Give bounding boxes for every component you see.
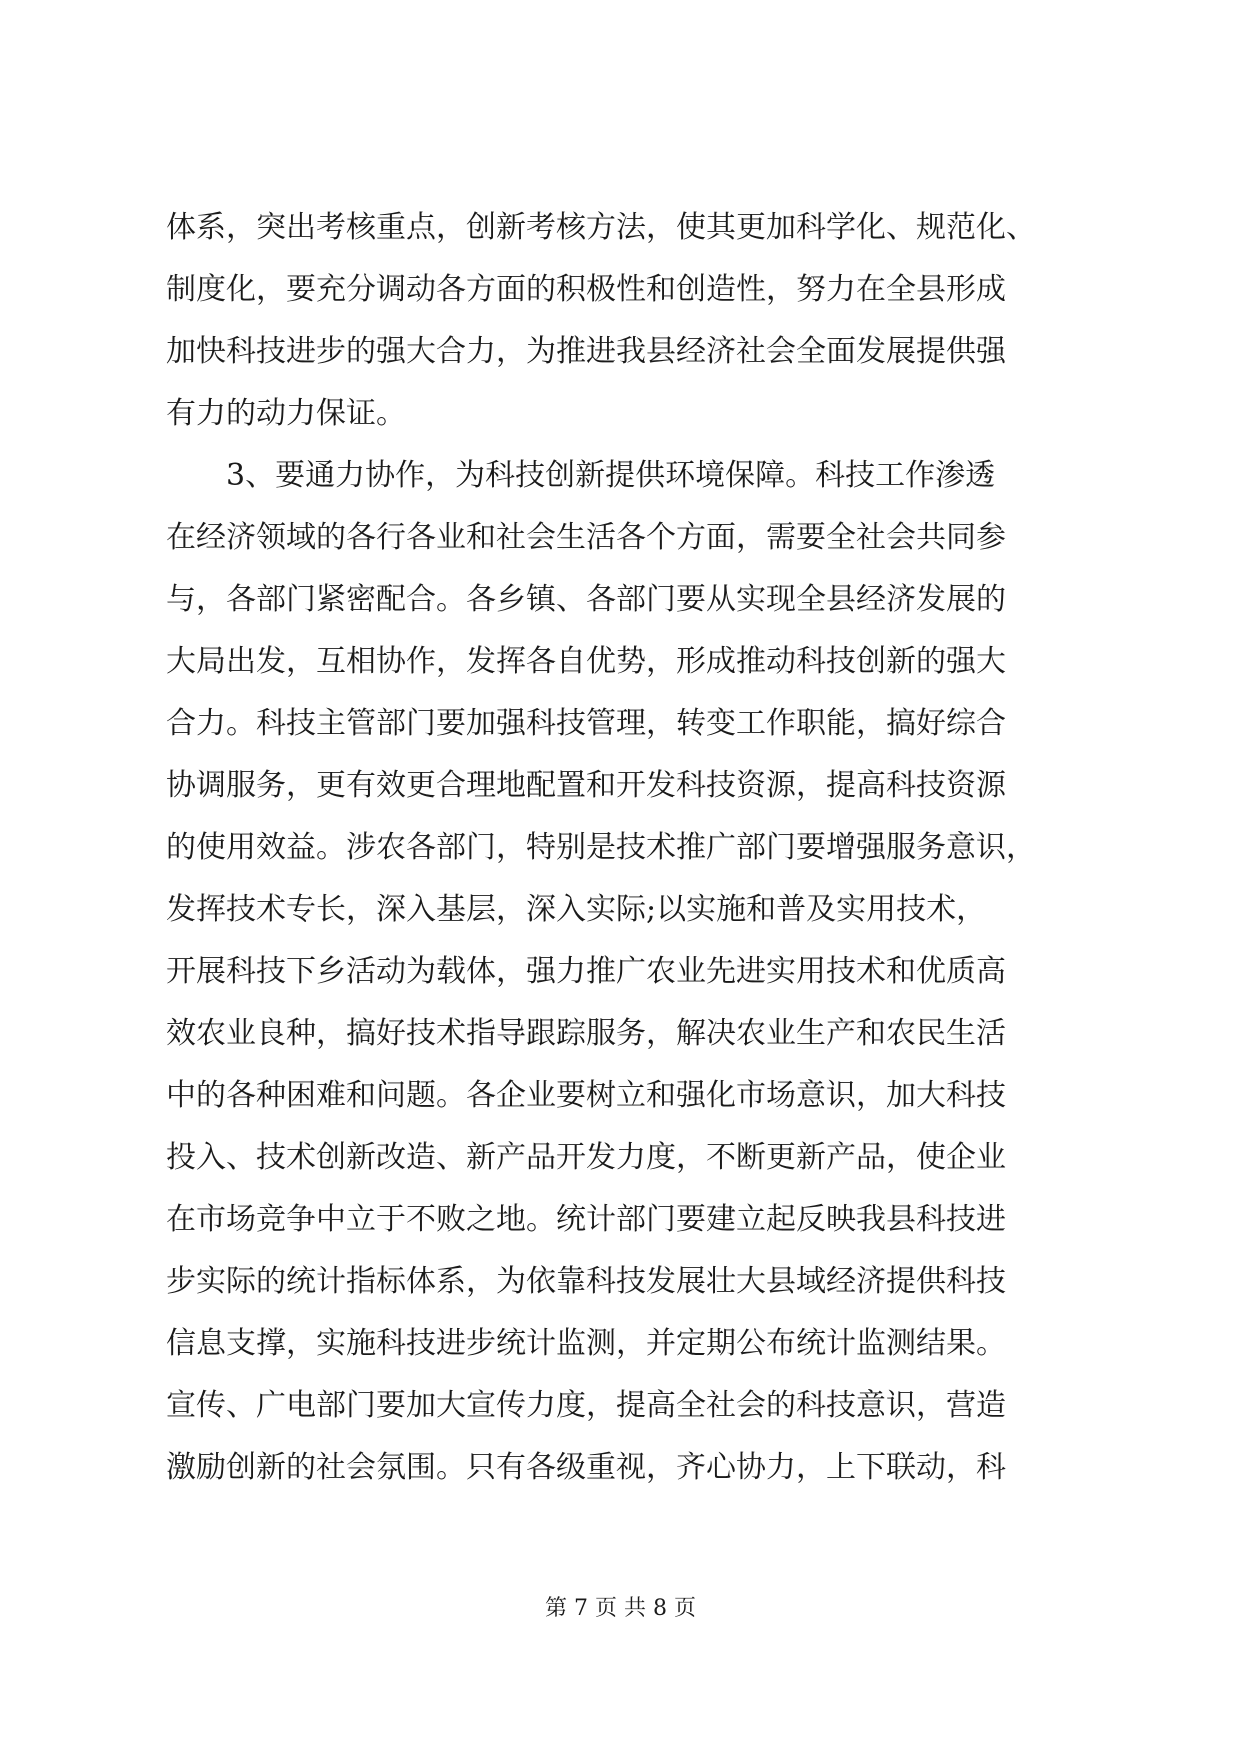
text-line: 与，各部门紧密配合。各乡镇、各部门要从实现全县经济发展的: [166, 582, 1006, 617]
text-line: 体系，突出考核重点，创新考核方法，使其更加科学化、规范化、: [166, 210, 1036, 245]
text-line: 中的各种困难和问题。各企业要树立和强化市场意识，加大科技: [166, 1078, 1006, 1113]
text-line: 制度化，要充分调动各方面的积极性和创造性，努力在全县形成: [166, 272, 1006, 307]
body-text: [166, 197, 1086, 1499]
text-line: 在市场竞争中立于不败之地。统计部门要建立起反映我县科技进: [166, 1202, 1006, 1237]
text-line: 加快科技进步的强大合力，为推进我县经济社会全面发展提供强: [166, 334, 1006, 369]
text-line: 在经济领域的各行各业和社会生活各个方面，需要全社会共同参: [166, 520, 1006, 555]
text-line: 协调服务，更有效更合理地配置和开发科技资源，提高科技资源: [166, 768, 1006, 803]
text-line: 激励创新的社会氛围。只有各级重视，齐心协力，上下联动，科: [166, 1450, 1006, 1485]
text-line: 合力。科技主管部门要加强科技管理，转变工作职能，搞好综合: [166, 706, 1006, 741]
text-line: 有力的动力保证。: [166, 396, 406, 431]
text-line: 信息支撑，实施科技进步统计监测，并定期公布统计监测结果。: [166, 1326, 1006, 1361]
text-line: 效农业良种，搞好技术指导跟踪服务，解决农业生产和农民生活: [166, 1016, 1006, 1051]
text-line: 投入、技术创新改造、新产品开发力度，不断更新产品，使企业: [166, 1140, 1006, 1175]
text-line: 步实际的统计指标体系，为依靠科技发展壮大县域经济提供科技: [166, 1264, 1006, 1299]
page-number-footer: 第 7 页 共 8 页: [545, 1596, 696, 1621]
text-line: 大局出发，互相协作，发挥各自优势，形成推动科技创新的强大: [166, 644, 1006, 679]
text-line: 3、要通力协作，为科技创新提供环境保障。科技工作渗透: [166, 458, 996, 493]
text-line: 的使用效益。涉农各部门，特别是技术推广部门要增强服务意识，: [166, 830, 1036, 865]
text-line: 宣传、广电部门要加大宣传力度，提高全社会的科技意识，营造: [166, 1388, 1006, 1423]
text-line: 开展科技下乡活动为载体，强力推广农业先进实用技术和优质高: [166, 954, 1006, 989]
text-line: 发挥技术专长，深入基层，深入实际;以实施和普及实用技术，: [166, 892, 987, 927]
